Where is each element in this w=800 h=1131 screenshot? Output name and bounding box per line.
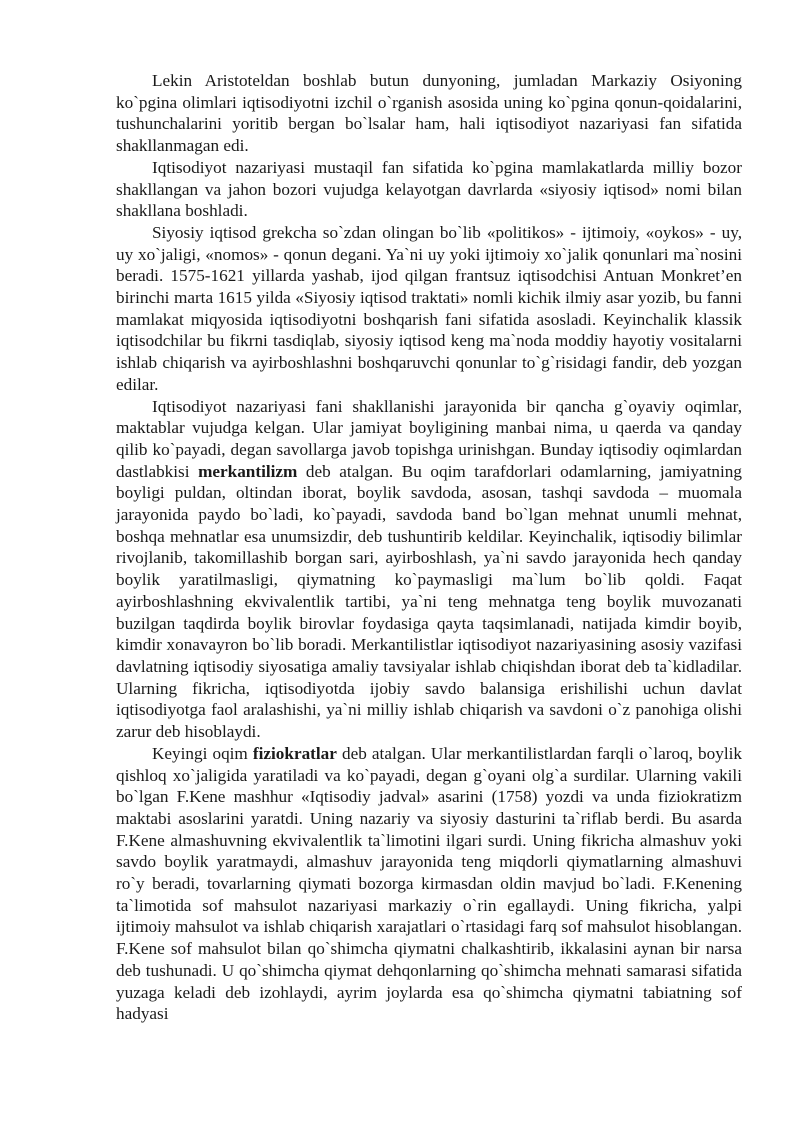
paragraph-text: Iqtisodiyot nazariyasi fani shakllanishi jarayonida bir qancha g`oyaviy oqimlar, maktablar vujudga kelgan. Ular jamiyat boyligining manbai nima, u qaerda va qanday qilib ko`payadi, degan savollarga javob topishga urinishgan. Bunday iqtisodiy oqimlardan dastlabkisi bbox=[116, 396, 742, 481]
paragraph-text: Iqtisodiyot nazariyasi mustaqil fan sifatida ko`pgina mamlakatlarda milliy bozor shakllangan va jahon bozori vujudga kelayotgan davrlarda «siyosiy iqtisod» nomi bilan shakllana boshladi. bbox=[116, 157, 742, 221]
paragraph-text: Keyingi oqim bbox=[152, 743, 253, 763]
paragraph-aristotle bbox=[116, 70, 742, 157]
term-physiocrats: fiziokratlar bbox=[252, 743, 337, 763]
paragraph-economic-theory-origin bbox=[116, 157, 742, 222]
document-body bbox=[116, 70, 742, 1025]
paragraph-physiocrats bbox=[116, 743, 742, 1025]
paragraph-mercantilism bbox=[116, 396, 742, 743]
paragraph-text: deb atalgan. Bu oqim tarafdorlari odamlarning, jamiyatning boyligi puldan, oltindan iborat, boylik savdoda, asosan, tashqi savdoda – muomala jarayonida paydo bo`ladi, ko`payadi, savdoda band bo`lgan mehnat unumli mehnat, boshqa mehnatlar esa unumsizdir, deb tushuntirib keldilar. Keyinchalik, iqtisodiy bilimlar rivojlanib, takomillashib borgan sari, ayirboshlash, ya`ni savdo jarayonida hech qanday boylik yaratilmasligi, qiymatning ko`paymasligi ma`lum bo`lib qoldi. Faqat ayirboshlashning ekvivalentlik tartibi, ya`ni teng mehnatga teng boylik muvozanati buzilgan taqdirda boylik birovlar foydasiga qayta taqsimlanadi, natijada kimdir boyib, kimdir xonavayron bo`lib boradi. Merkantilistlar iqtisodiyot nazariyasining asosiy vazifasi davlatning iqtisodiy siyosatiga amaliy tavsiyalar ishlab chiqishdan iborat deb ta`kidladilar. Ularning fikricha, iqtisodiyotda ijobiy savdo balansiga erishilishi uchun davlat iqtisodiyotga faol aralashishi, ya`ni milliy ishlab chiqarish va savdoni o`z panohiga olishi zarur deb hisoblaydi. bbox=[116, 461, 742, 742]
paragraph-text: Lekin Aristoteldan boshlab butun dunyoning, jumladan Markaziy Osiyoning ko`pgina olimlari iqtisodiyotni izchil o`rganish asosida uning ko`pgina qonun-qoidalarini, tushunchalarini yoritib bergan bo`lsalar ham, hali iqtisodiyot nazariyasi fan sifatida shakllanmagan edi. bbox=[116, 71, 742, 156]
paragraph-text: deb atalgan. Ular merkantilistlardan farqli o`laroq, boylik qishloq xo`jaligida yaratiladi va ko`payadi, degan g`oyani olg`a surdilar. Ularning vakili bo`lgan F.Kene mashhur «Iqtisodiy jadval» asarini (1758) yozdi va unda fiziokratizm maktabi asoslarini yaratdi. Uning nazariy va siyosiy dasturini ta`riflab berdi. Bu asarda F.Kene almashuvning ekvivalentlik ta`limotini ilgari surdi. Uning fikricha almashuv yoki savdo boylik yaratmaydi, almashuv jarayonida teng miqdorli qiymatlarning almashuvi ro`y beradi, tovarlarning qiymati bozorga kirmasdan oldin mavjud bo`ladi. F.Kenening ta`limotida sof mahsulot nazariyasi markaziy o`rin egallaydi. Uning fikricha, yalpi ijtimoiy mahsulot va ishlab chiqarish xarajatlari o`rtasidagi farq sof mahsulot hisoblangan. F.Kene sof mahsulot bilan qo`shimcha qiymatni chalkashtirib, ikkalasini aynan bir narsa deb tushunadi. U qo`shimcha qiymat dehqonlarning qo`shimcha mehnati samarasi sifatida yuzaga keladi deb izohlaydi, ayrim joylarda esa qo`shimcha qiymatni tabiatning sof hadyasi bbox=[116, 743, 742, 1024]
term-mercantilism: merkantilizm bbox=[198, 461, 298, 481]
paragraph-political-economy bbox=[116, 222, 742, 396]
paragraph-text: Siyosiy iqtisod grekcha so`zdan olingan bo`lib «politikos» - ijtimoiy, «oykos» - uy, uy xo`jaligi, «nomos» - qonun degani. Ya`ni uy yoki ijtimoiy xo`jalik qonunlari ma`nosini beradi. 1575-1621 yillarda yashab, ijod qilgan frantsuz iqtisodchisi Antuan Monkret’en birinchi marta 1615 yilda «Siyosiy iqtisod traktati» nomli kichik ilmiy asar yozib, bu fanni mamlakat miqyosida iqtisodiyotni boshqarish fani sifatida asosladi. Keyinchalik klassik iqtisodchilar bu fikrni tasdiqlab, siyosiy iqtisod keng ma`noda moddiy hayotiy vositalarni ishlab chiqarish va ayirboshlashni boshqaruvchi qonunlar to`g`risidagi fandir, deb yozgan edilar. bbox=[116, 222, 742, 394]
